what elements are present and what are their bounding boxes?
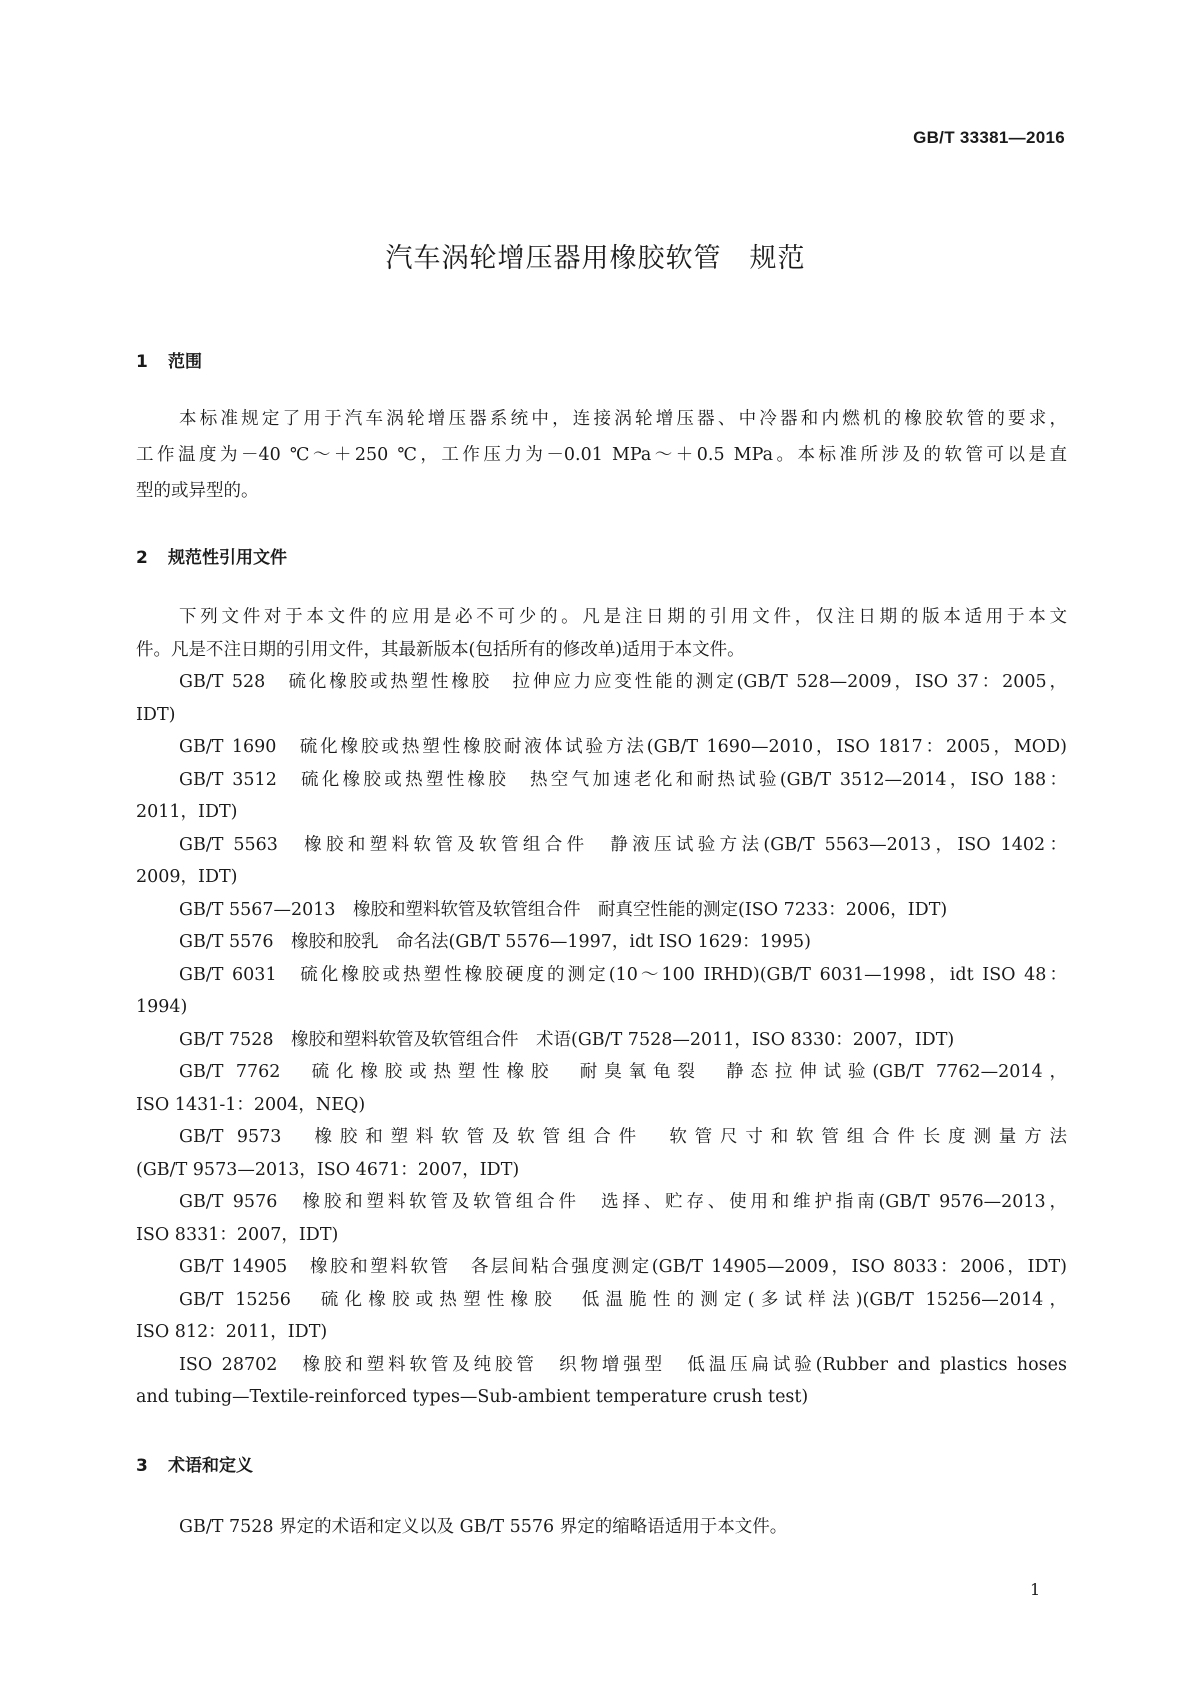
paragraph-line: 工作温度为－40 ℃～＋250 ℃，工作压力为－0.01 MPa～＋0.5 MPa。本标准所涉及的软管可以是直 [136,445,1067,465]
section-number: 3 [136,1456,148,1476]
paragraph-line: 件。凡是不注日期的引用文件，其最新版本(包括所有的修改单)适用于本文件。 [136,639,745,660]
reference-line: GB/T 5576 橡胶和胶乳 命名法(GB/T 5576—1997，idt ISO 1629：1995) [179,932,811,952]
reference-line: and tubing—Textile-reinforced types—Sub-ambient temperature crush test) [136,1387,809,1407]
reference-line: GB/T 5563 橡胶和塑料软管及软管组合件 静液压试验方法(GB/T 5563—2013，ISO 1402： [179,834,1067,855]
reference-line: GB/T 7762 硫化橡胶或热塑性橡胶 耐臭氧龟裂 静态拉伸试验(GB/T 7762—2014， [179,1062,1067,1082]
reference-line: ISO 812：2011，IDT) [136,1322,328,1342]
section-title: 规范性引用文件 [168,548,287,568]
reference-line: GB/T 15256 硫化橡胶或热塑性橡胶 低温脆性的测定(多试样法)(GB/T 15256—2014， [179,1289,1067,1310]
document-number: GB/T 33381—2016 [913,128,1065,147]
paragraph-line: 型的或异型的。 [136,481,259,501]
reference-line: GB/T 5567—2013 橡胶和塑料软管及软管组合件 耐真空性能的测定(ISO 7233：2006，IDT) [179,899,948,920]
page-number: 1 [1030,1580,1041,1599]
reference-line: ISO 1431-1：2004，NEQ) [136,1094,366,1115]
reference-line: GB/T 528 硫化橡胶或热塑性橡胶 拉伸应力应变性能的测定(GB/T 528—2009，ISO 37：2005， [179,672,1067,692]
section-number: 2 [136,548,148,568]
reference-line: GB/T 6031 硫化橡胶或热塑性橡胶硬度的测定(10～100 IRHD)(GB/T 6031—1998，idt ISO 48： [179,964,1067,985]
paragraph-line: 本标准规定了用于汽车涡轮增压器系统中，连接涡轮增压器、中冷器和内燃机的橡胶软管的要求， [179,409,1067,429]
reference-line: ISO 8331：2007，IDT) [136,1224,339,1245]
section-heading [136,1451,253,1476]
reference-line: (GB/T 9573—2013，ISO 4671：2007，IDT) [136,1159,520,1180]
page-title: 汽车涡轮增压器用橡胶软管 规范 [385,243,806,274]
section-number: 1 [136,352,148,372]
reference-line: GB/T 9576 橡胶和塑料软管及软管组合件 选择、贮存、使用和维护指南(GB/T 9576—2013， [179,1192,1067,1212]
paragraph-line: GB/T 7528 界定的术语和定义以及 GB/T 5576 界定的缩略语适用于本文件。 [179,1517,788,1537]
section-heading [136,347,202,372]
paragraph-line: 下列文件对于本文件的应用是必不可少的。凡是注日期的引用文件，仅注日期的版本适用于本文 [179,607,1067,627]
reference-line: GB/T 9573 橡胶和塑料软管及软管组合件 软管尺寸和软管组合件长度测量方法 [179,1127,1067,1147]
reference-line: IDT) [136,704,176,725]
reference-line: GB/T 14905 橡胶和塑料软管 各层间粘合强度测定(GB/T 14905—2009，ISO 8033：2006，IDT) [179,1257,1067,1277]
reference-line: 2011，IDT) [136,802,238,822]
reference-line: GB/T 7528 橡胶和塑料软管及软管组合件 术语(GB/T 7528—2011，ISO 8330：2007，IDT) [179,1029,955,1050]
section-title: 术语和定义 [168,1456,253,1476]
reference-line: ISO 28702 橡胶和塑料软管及纯胶管 织物增强型 低温压扁试验(Rubber and plastics hoses [179,1354,1067,1375]
reference-line: 1994) [136,997,188,1017]
section-title: 范围 [168,352,202,372]
section-heading [136,543,287,568]
reference-line: 2009，IDT) [136,867,238,887]
reference-line: GB/T 1690 硫化橡胶或热塑性橡胶耐液体试验方法(GB/T 1690—2010，ISO 1817：2005，MOD) [179,737,1067,757]
reference-line: GB/T 3512 硫化橡胶或热塑性橡胶 热空气加速老化和耐热试验(GB/T 3512—2014，ISO 188： [179,769,1067,790]
